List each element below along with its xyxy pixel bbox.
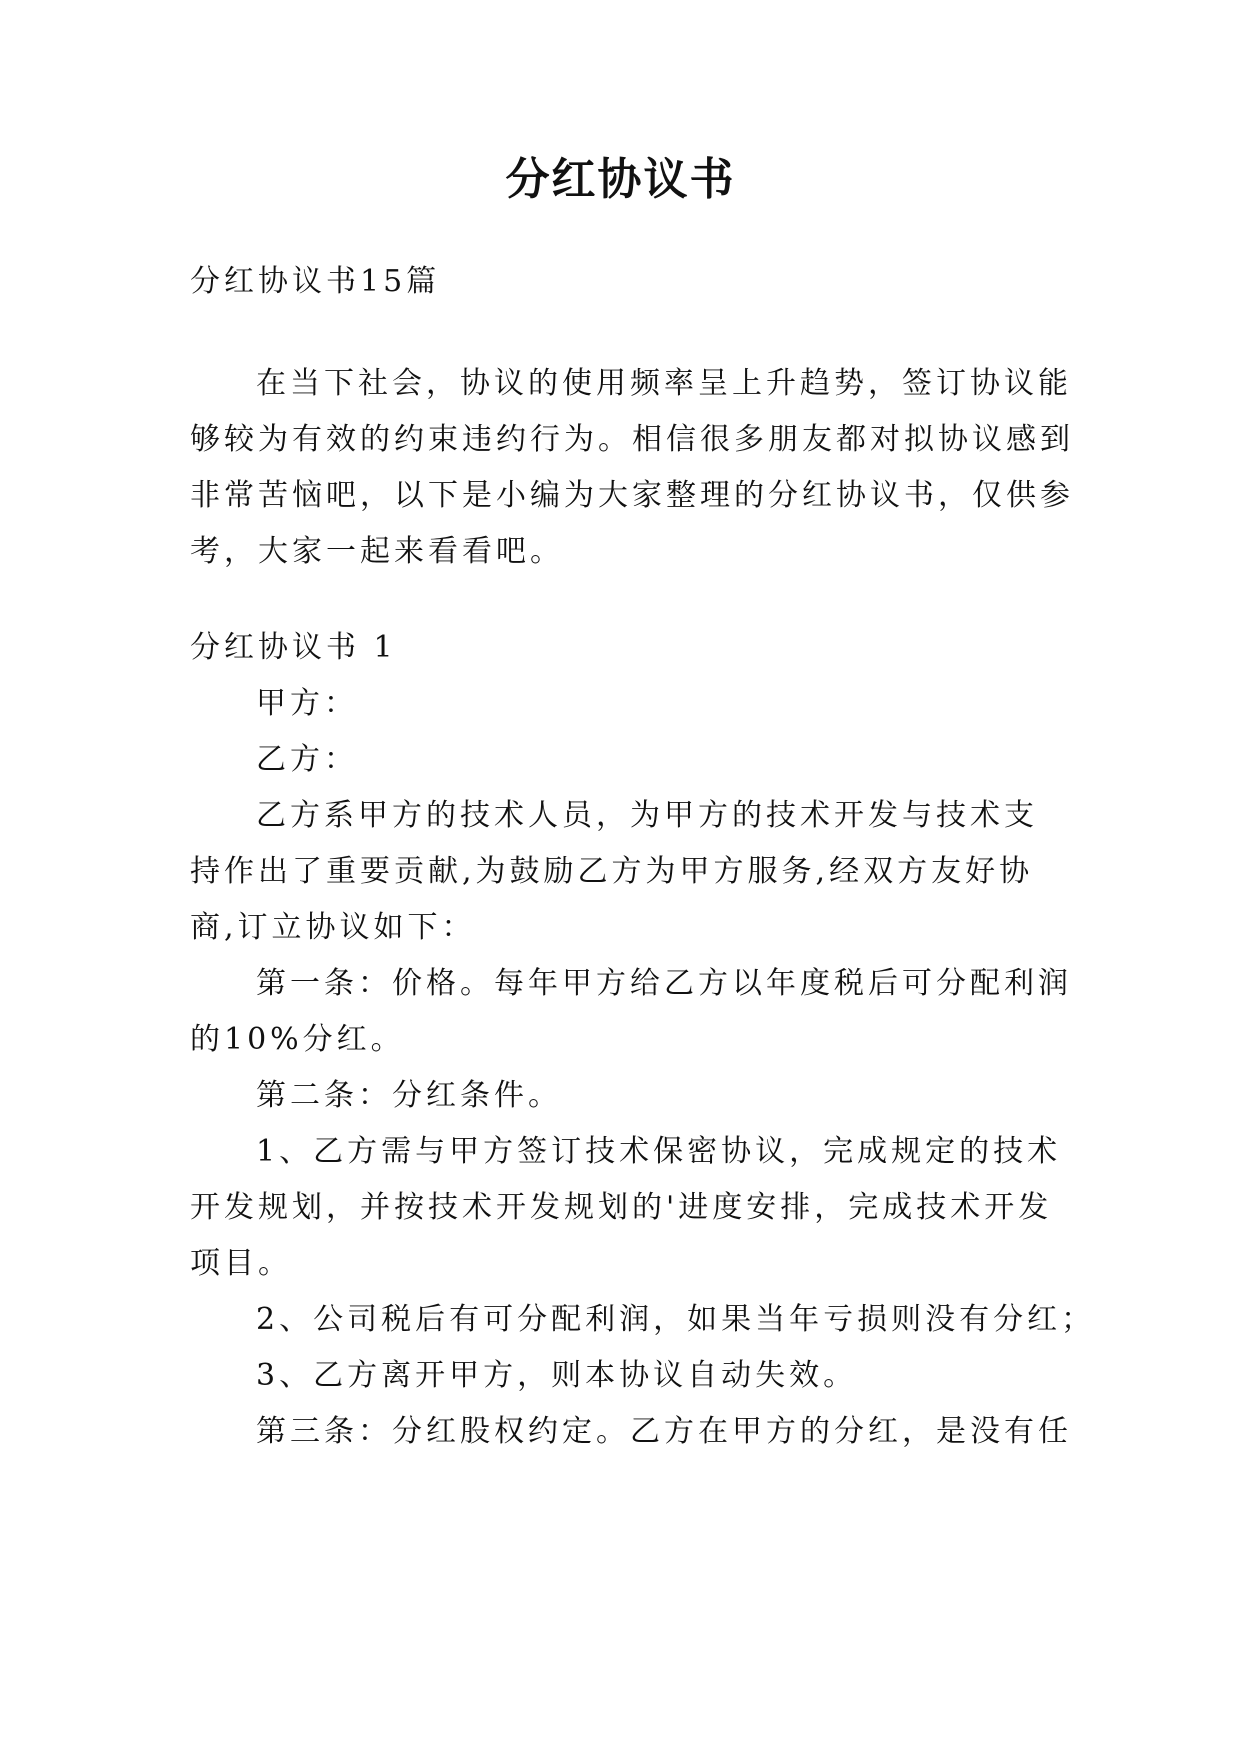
preamble-line-2: 持作出了重要贡献,为鼓励乙方为甲方服务,经双方友好协 [190,854,1034,889]
condition1-line-1: 1、乙方需与甲方签订技术保密协议，完成规定的技术 [256,1134,1062,1169]
article1-line-1: 第一条：价格。每年甲方给乙方以年度税后可分配利润 [256,966,1072,1001]
article1-line-2: 的10%分红。 [190,1022,405,1057]
document-title: 分红协议书 [505,154,736,205]
document-subtitle: 分红协议书15篇 [190,264,441,299]
party-a-label: 甲方： [256,686,358,721]
intro-line-1: 在当下社会，协议的使用频率呈上升趋势，签订协议能 [256,366,1072,401]
condition3-line: 3、乙方离开甲方，则本协议自动失效。 [256,1358,858,1393]
preamble-line-1: 乙方系甲方的技术人员，为甲方的技术开发与技术支 [256,798,1038,833]
party-b-label: 乙方： [256,742,358,777]
article3-line: 第三条：分红股权约定。乙方在甲方的分红，是没有任 [256,1414,1072,1449]
intro-line-4: 考，大家一起来看看吧。 [190,534,564,569]
condition1-line-2: 开发规划，并按技术开发规划的'进度安排，完成技术开发 [190,1190,1053,1225]
article2-heading: 第二条：分红条件。 [256,1078,562,1113]
preamble-line-3: 商,订立协议如下： [190,910,476,945]
condition2-line: 2、公司税后有可分配利润，如果当年亏损则没有分红； [256,1302,1096,1337]
intro-line-2: 够较为有效的约束违约行为。相信很多朋友都对拟协议感到 [190,422,1074,457]
condition1-line-3: 项目。 [190,1246,292,1281]
intro-line-3: 非常苦恼吧，以下是小编为大家整理的分红协议书，仅供参 [190,478,1074,513]
section-heading: 分红协议书 1 [190,630,397,665]
